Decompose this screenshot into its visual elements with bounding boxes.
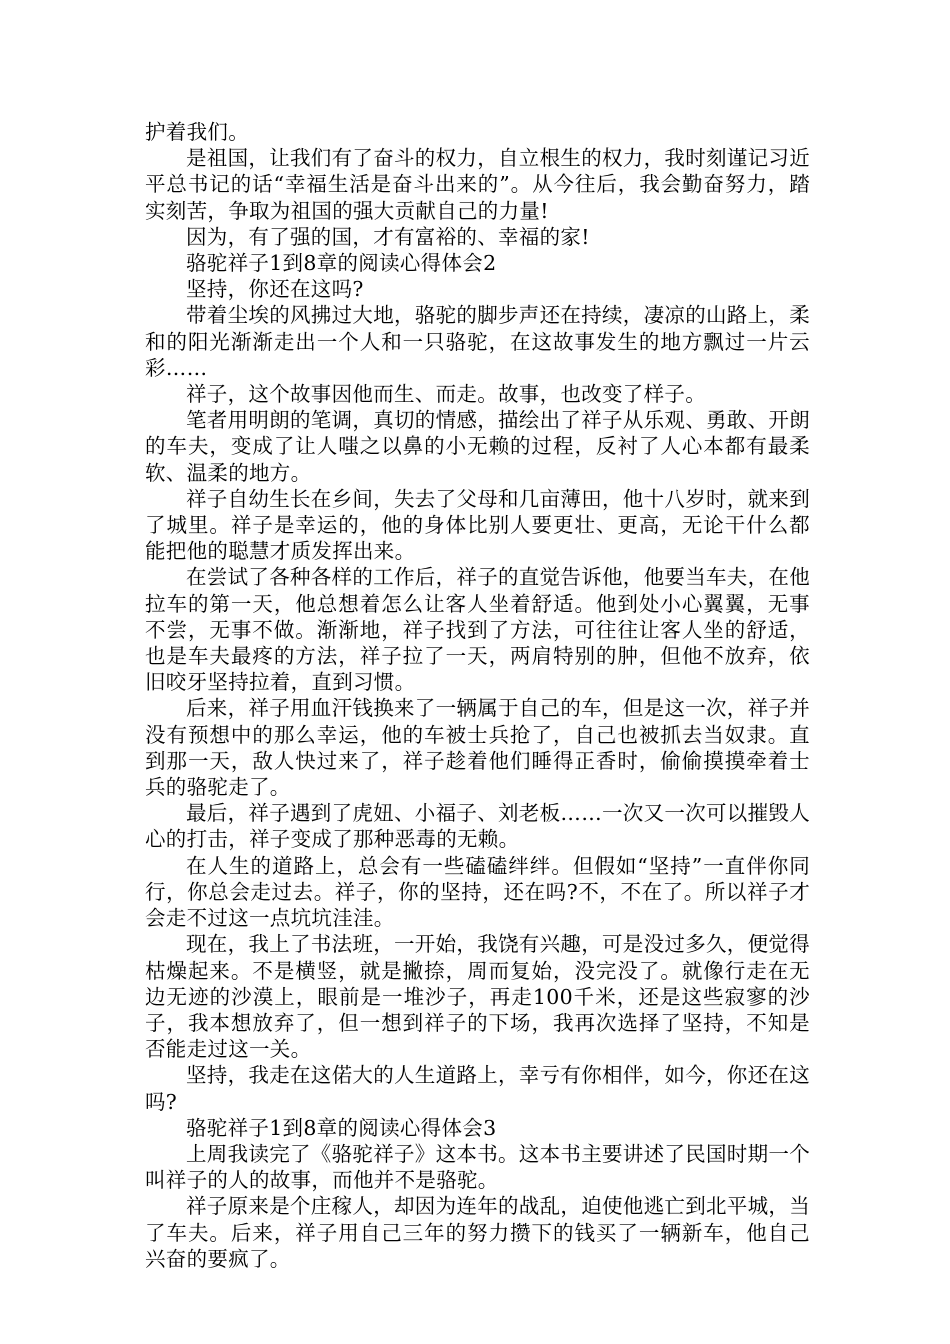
- paragraph: 祥子，这个故事因他而生、而走。故事，也改变了样子。: [186, 382, 706, 407]
- document-page: [145, 119, 810, 1272]
- paragraph: 护着我们。: [145, 120, 249, 144]
- paragraph: 祥子自幼生长在乡间，失去了父母和几亩薄田，他十八岁时，就来到了城里。祥子是幸运的，他的身体比别人要更壮、更高，无论干什么都能把他的聪慧才质发挥出来。: [145, 486, 810, 564]
- section-heading: 骆驼祥子1到8章的阅读心得体会2: [186, 251, 497, 276]
- paragraph: 现在，我上了书法班，一开始，我饶有兴趣，可是没过多久，便觉得枯燥起来。不是横竖，就是撇捺，周而复始，没完没了。就像行走在无边无迹的沙漠上，眼前是一堆沙子，再走100千米，还是这些寂寥的沙子，我本想放弃了，但一想到祥子的下场，我再次选择了坚持，不知是否能走过这一关。: [145, 932, 810, 1062]
- paragraph: 带着尘埃的风拂过大地，骆驼的脚步声还在持续，凄凉的山路上，柔和的阳光渐渐走出一个人和一只骆驼，在这故事发生的地方飘过一片云彩……: [145, 303, 810, 380]
- paragraph: 在尝试了各种各样的工作后，祥子的直觉告诉他，他要当车夫，在他拉车的第一天，他总想着怎么让客人坐着舒适。他到处小心翼翼，无事不尝，无事不做。渐渐地，祥子找到了方法，可往往让客人坐的舒适，也是车夫最疼的方法，祥子拉了一天，两肩特别的肿，但他不放弃，依旧咬牙坚持拉着，直到习惯。: [145, 565, 810, 695]
- paragraph: 最后，祥子遇到了虎妞、小福子、刘老板……一次又一次可以摧毁人心的打击，祥子变成了那种恶毒的无赖。: [145, 801, 810, 852]
- paragraph: 坚持，你还在这吗?: [186, 277, 364, 302]
- paragraph: 祥子原来是个庄稼人，却因为连年的战乱，迫使他逃亡到北平城，当了车夫。后来，祥子用自己三年的努力攒下的钱买了一辆新车，他自己兴奋的要疯了。: [145, 1194, 810, 1271]
- paragraph: 上周我读完了《骆驼祥子》这本书。这本书主要讲述了民国时期一个叫祥子的人的故事，而他并不是骆驼。: [145, 1141, 810, 1193]
- paragraph: 后来，祥子用血汗钱换来了一辆属于自己的车，但是这一次，祥子并没有预想中的那么幸运，他的车被士兵抢了，自己也被抓去当奴隶。直到那一天，敌人快过来了，祥子趁着他们睡得正香时，偷偷摸摸牵着士兵的骆驼走了。: [145, 696, 810, 800]
- section-heading: 骆驼祥子1到8章的阅读心得体会3: [186, 1115, 497, 1140]
- paragraph: 坚持，我走在这偌大的人生道路上，幸亏有你相伴，如今，你还在这吗?: [145, 1063, 810, 1114]
- paragraph: 是祖国，让我们有了奋斗的权力，自立根生的权力，我时刻谨记习近平总书记的话“幸福生活是奋斗出来的”。从今往后，我会勤奋努力，踏实刻苦，争取为祖国的强大贡献自己的力量!: [145, 146, 810, 223]
- paragraph: 在人生的道路上，总会有一些磕磕绊绊。但假如“坚持”一直伴你同行，你总会走过去。祥子，你的坚持，还在吗?不，不在了。所以祥子才会走不过这一点坑坑洼洼。: [145, 853, 810, 931]
- paragraph: 笔者用明朗的笔调，真切的情感，描绘出了祥子从乐观、勇敢、开朗的车夫，变成了让人嗤之以鼻的小无赖的过程，反衬了人心本都有最柔软、温柔的地方。: [145, 408, 810, 485]
- paragraph: 因为，有了强的国，才有富裕的、幸福的家!: [186, 224, 590, 249]
